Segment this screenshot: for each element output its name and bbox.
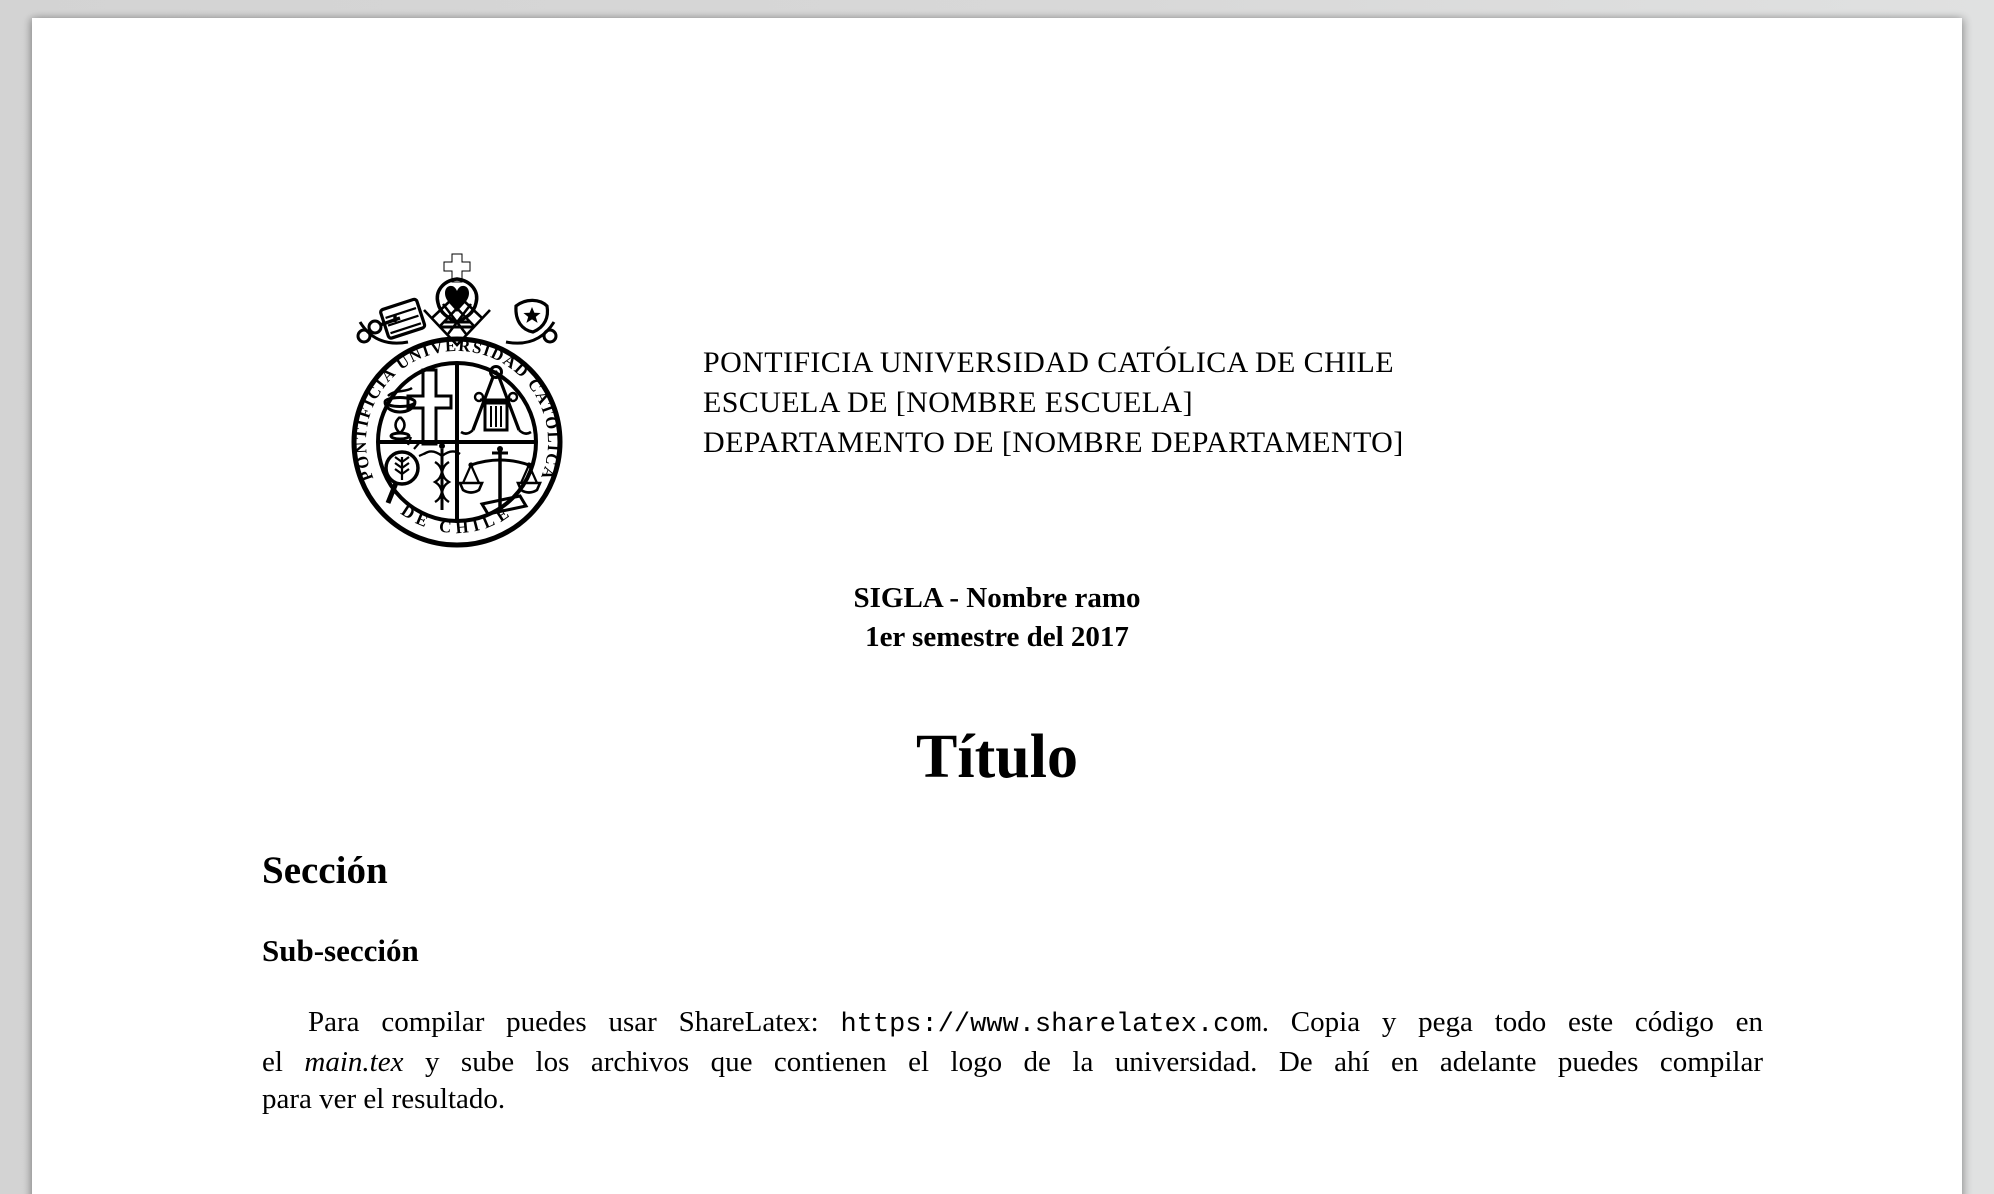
paragraph-text: y sube los archivos que contienen el logo de la universidad. De ahí en adelante puedes compilar <box>403 1046 1763 1078</box>
document-title: Título <box>916 723 1078 791</box>
subsection-heading: Sub-sección <box>262 933 419 968</box>
seal-arc-text-top: PONTIFICIA UNIVERSIDAD CATÓLICA <box>350 335 564 484</box>
institution-line-school: ESCUELA DE [NOMBRE ESCUELA] <box>703 386 1193 419</box>
institution-line-department: DEPARTAMENTO DE [NOMBRE DEPARTAMENTO] <box>703 426 1404 459</box>
seal-cross-chalice-icon <box>385 370 451 444</box>
main-tex-filename: main.tex <box>304 1046 404 1078</box>
paragraph-text: . Copia y pega todo este código en <box>1261 1006 1763 1038</box>
paragraph-line-2 <box>262 1044 1763 1081</box>
paragraph-line-3: para ver el resultado. <box>262 1083 506 1115</box>
institution-header <box>703 343 1404 463</box>
institution-line-university: PONTIFICIA UNIVERSIDAD CATÓLICA DE CHILE <box>703 346 1394 379</box>
crown-shield-star <box>516 300 548 332</box>
crown-banner-key <box>369 299 425 339</box>
course-semester-line: 1er semestre del 2017 <box>865 621 1129 653</box>
paragraph-line-1 <box>262 1004 1763 1044</box>
course-header <box>32 579 1962 657</box>
university-seal-logo <box>350 252 564 554</box>
body-paragraph <box>262 1004 1763 1118</box>
paragraph-text: Para compilar puedes usar ShareLatex: <box>308 1006 841 1038</box>
paragraph-text: el <box>262 1046 305 1078</box>
section-heading: Sección <box>262 849 388 892</box>
seal-arc-text-bottom: DE CHILE <box>397 500 517 538</box>
pdf-page <box>32 18 1962 1194</box>
sharelatex-url: https://www.sharelatex.com <box>840 1010 1262 1040</box>
course-code-line: SIGLA - Nombre ramo <box>853 582 1141 614</box>
seal-wheat-caduceus-icon <box>386 437 460 510</box>
